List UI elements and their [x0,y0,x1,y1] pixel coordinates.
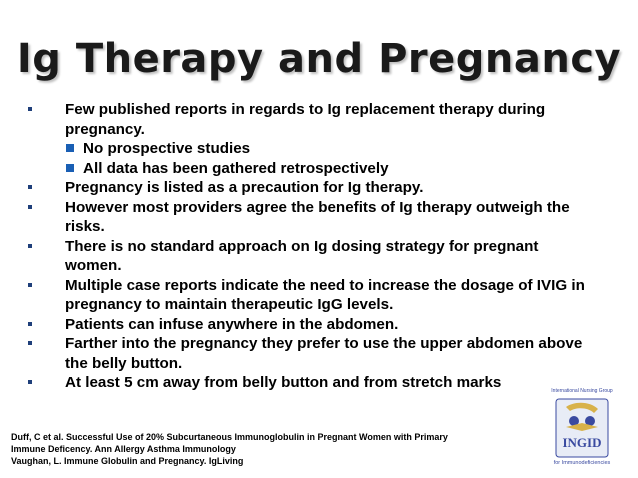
bullet-text: Multiple case reports indicate the need to increase the dosage of IVIG in pregnancy to maintain therapeutic IgG levels. [65,276,585,313]
bullet-item [28,276,598,315]
bullet-item [28,100,598,139]
bullet-text: Farther into the pregnancy they prefer to use the upper abdomen above the belly button. [65,335,583,372]
references [11,431,511,467]
bullet-text: There is no standard approach on Ig dosing strategy for pregnant women. [65,237,539,274]
square-bullet-icon [66,144,74,152]
small-bullet-icon [28,205,32,209]
small-bullet-icon [28,341,32,345]
small-bullet-icon [28,244,32,248]
bullet-text: All data has been gathered retrospectively [83,159,389,177]
sub-bullet-item [28,159,598,179]
small-bullet-icon [28,322,32,326]
small-bullet-icon [28,380,32,384]
bullet-list [28,100,598,393]
bullet-text: Patients can infuse anywhere in the abdomen. [65,315,399,333]
bullet-item [28,334,598,373]
bullet-text: Few published reports in regards to Ig replacement therapy during pregnancy. [65,101,546,138]
logo-mark-text: INGID [562,435,602,450]
ingid-logo [540,388,624,470]
bullet-text: Pregnancy is listed as a precaution for Ig therapy. [65,179,424,196]
bullet-item [28,315,598,335]
logo-top-text: International Nursing Group [551,388,613,394]
logo-bottom-text: for Immunodeficiencies [553,460,611,466]
ingid-logo-mark-icon [552,397,612,459]
small-bullet-icon [28,107,32,111]
bullet-item [28,373,598,393]
reference-line: Duff, C et al. Successful Use of 20% Subcurtaneous Immunoglobulin in Pregnant Women with Primary [11,432,448,442]
square-bullet-icon [66,164,74,172]
reference-line: Vaughan, L. Immune Globulin and Pregnancy. IgLiving [11,456,244,466]
bullet-text: However most providers agree the benefits of Ig therapy outweigh the risks. [65,198,570,235]
sub-bullet-item [28,139,598,159]
bullet-text: No prospective studies [83,140,251,157]
slide-title: Ig Therapy and Pregnancy [16,36,622,82]
small-bullet-icon [28,283,32,287]
bullet-text: At least 5 cm away from belly button and from stretch marks [65,374,502,391]
bullet-item [28,237,598,276]
small-bullet-icon [28,185,32,189]
bullet-item [28,178,598,198]
reference-line: Immune Deficency. Ann Allergy Asthma Immunology [11,444,236,454]
bullet-item [28,198,598,237]
